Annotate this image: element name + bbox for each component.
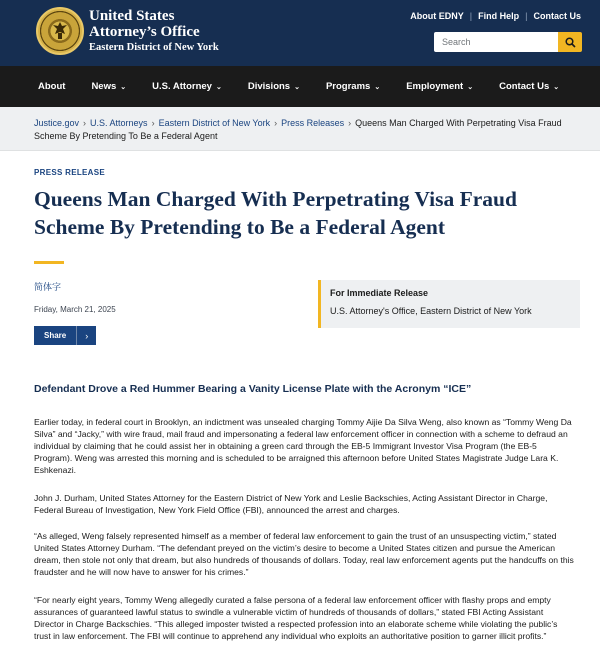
chevron-right-icon: › bbox=[348, 118, 352, 128]
nav-item-employment[interactable] bbox=[393, 81, 486, 92]
share-label: Share bbox=[34, 326, 76, 345]
title-underline bbox=[34, 261, 64, 264]
breadcrumb-link-justice-gov[interactable]: Justice.gov bbox=[34, 118, 80, 128]
office-name-line2: Attorney’s Office bbox=[89, 24, 200, 40]
chevron-right-icon: › bbox=[274, 118, 278, 128]
office-name-line1: United States bbox=[89, 8, 175, 24]
divider: | bbox=[469, 11, 473, 21]
nav-item-programs[interactable] bbox=[313, 81, 393, 92]
article-paragraph: Earlier today, in federal court in Brooklyn, an indictment was unsealed charging Tommy Aijie Da Silva Weng, also known as “Tommy Weng Da Silva” and “Jacky,” with wire fraud, mail fraud and impersonating a federal law enforcement officer in connection with a scheme to defraud an individual by claiming that he could assist her in obtaining a green card through the EB-5 Immigrant Investor Visa Program (the EB-5 Program). Weng was arrested this morning and is scheduled to be arraigned this afternoon before United States Magistrate Judge Lara K. Eshkenazi. bbox=[34, 417, 572, 476]
language-link-simplified-chinese[interactable]: 简体字 bbox=[34, 282, 62, 292]
search-button[interactable] bbox=[558, 32, 582, 52]
article-subheading: Defendant Drove a Red Hummer Bearing a Vanity License Plate with the Acronym “ICE” bbox=[34, 383, 472, 395]
breadcrumb-link-press-releases[interactable]: Press Releases bbox=[281, 118, 345, 128]
chevron-down-icon: ⌄ bbox=[467, 83, 474, 91]
search-input[interactable] bbox=[434, 32, 558, 52]
breadcrumb-current: Queens Man Charged With Perpetrating Visa Fraud Scheme By Pretending To Be a Federal Agent bbox=[34, 118, 562, 141]
search-box bbox=[434, 32, 582, 52]
publish-date: Friday, March 21, 2025 bbox=[34, 305, 116, 314]
office-name-district: Eastern District of New York bbox=[89, 42, 219, 53]
chevron-down-icon: ⌄ bbox=[294, 83, 300, 91]
site-header bbox=[0, 0, 600, 66]
chevron-right-icon: › bbox=[151, 118, 155, 128]
nav-label: About bbox=[38, 81, 66, 92]
utility-links bbox=[410, 11, 581, 21]
article-paragraph: “As alleged, Weng falsely represented himself as a member of federal law enforcement to gain the trust of an unsuspecting victim,” stated United States Attorney Durham. “The defendant preyed on the victim’s desire to become a United States citizen and pursue the American dream, then stole not only that dream, but also hundreds of thousands of dollars. Today, real law enforcement agents put the handcuffs on this fraudster and he will now have to answer for his crimes.” bbox=[34, 531, 574, 578]
release-box-office: U.S. Attorney's Office, Eastern District of New York bbox=[330, 306, 532, 316]
nav-item-news[interactable] bbox=[78, 81, 139, 92]
nav-item-divisions[interactable] bbox=[235, 81, 313, 92]
chevron-down-icon: ⌄ bbox=[120, 83, 127, 91]
release-box-heading: For Immediate Release bbox=[330, 288, 429, 298]
chevron-right-icon: › bbox=[83, 118, 87, 128]
nav-label: U.S. Attorney bbox=[152, 81, 212, 92]
breadcrumb-link-edny[interactable]: Eastern District of New York bbox=[158, 118, 271, 128]
nav-label: Employment bbox=[406, 81, 464, 92]
main-navigation bbox=[0, 66, 600, 107]
page-title: Queens Man Charged With Perpetrating Visa Fraud Scheme By Pretending to Be a Federal Agent bbox=[34, 187, 517, 239]
chevron-down-icon: ⌄ bbox=[215, 83, 222, 91]
breadcrumb bbox=[34, 117, 582, 143]
chevron-right-icon: › bbox=[76, 326, 96, 345]
office-name[interactable] bbox=[89, 8, 219, 55]
breadcrumb-link-us-attorneys[interactable]: U.S. Attorneys bbox=[90, 118, 148, 128]
nav-item-about[interactable] bbox=[25, 81, 78, 92]
breadcrumb-bar bbox=[0, 107, 600, 151]
nav-item-us-attorney[interactable] bbox=[139, 81, 235, 92]
find-help-link[interactable]: Find Help bbox=[478, 11, 520, 21]
article-paragraph: “For nearly eight years, Tommy Weng allegedly curated a false persona of a federal law enforcement officer with flashy props and empty assurances of guaranteed lawful status to swindle a vulnerable victim of hundreds of thousands of dollars,” stated FBI Acting Assistant Director in Charge Backschies. “This alleged imposter twisted a respected profession into an elaborate scheme while violating the public’s trust in law enforcement. The FBI will continue to apprehend any individual who exploits an authoritative position to garner illicit profits.” bbox=[34, 595, 558, 642]
nav-item-contact-us[interactable] bbox=[486, 81, 572, 92]
contact-us-link[interactable]: Contact Us bbox=[533, 11, 581, 21]
about-edny-link[interactable]: About EDNY bbox=[410, 11, 464, 21]
nav-label: Divisions bbox=[247, 81, 291, 92]
share-button[interactable] bbox=[34, 326, 96, 345]
search-icon bbox=[565, 37, 576, 48]
nav-label: News bbox=[91, 81, 117, 92]
doj-seal-logo[interactable] bbox=[36, 7, 84, 55]
chevron-down-icon: ⌄ bbox=[553, 83, 560, 91]
divider: | bbox=[525, 11, 528, 21]
chevron-down-icon: ⌄ bbox=[374, 83, 381, 91]
release-info-box bbox=[318, 280, 580, 328]
press-release-tag: PRESS RELEASE bbox=[34, 168, 106, 177]
article-paragraph: John J. Durham, United States Attorney for the Eastern District of New York and Leslie Backschies, Acting Assistant Director in Charge, Federal Bureau of Investigation, New York Field Office (FBI), announced the arrest and charges. bbox=[34, 493, 548, 516]
eagle-icon bbox=[51, 21, 69, 41]
nav-label: Programs bbox=[325, 81, 371, 92]
nav-label: Contact Us bbox=[499, 81, 550, 92]
